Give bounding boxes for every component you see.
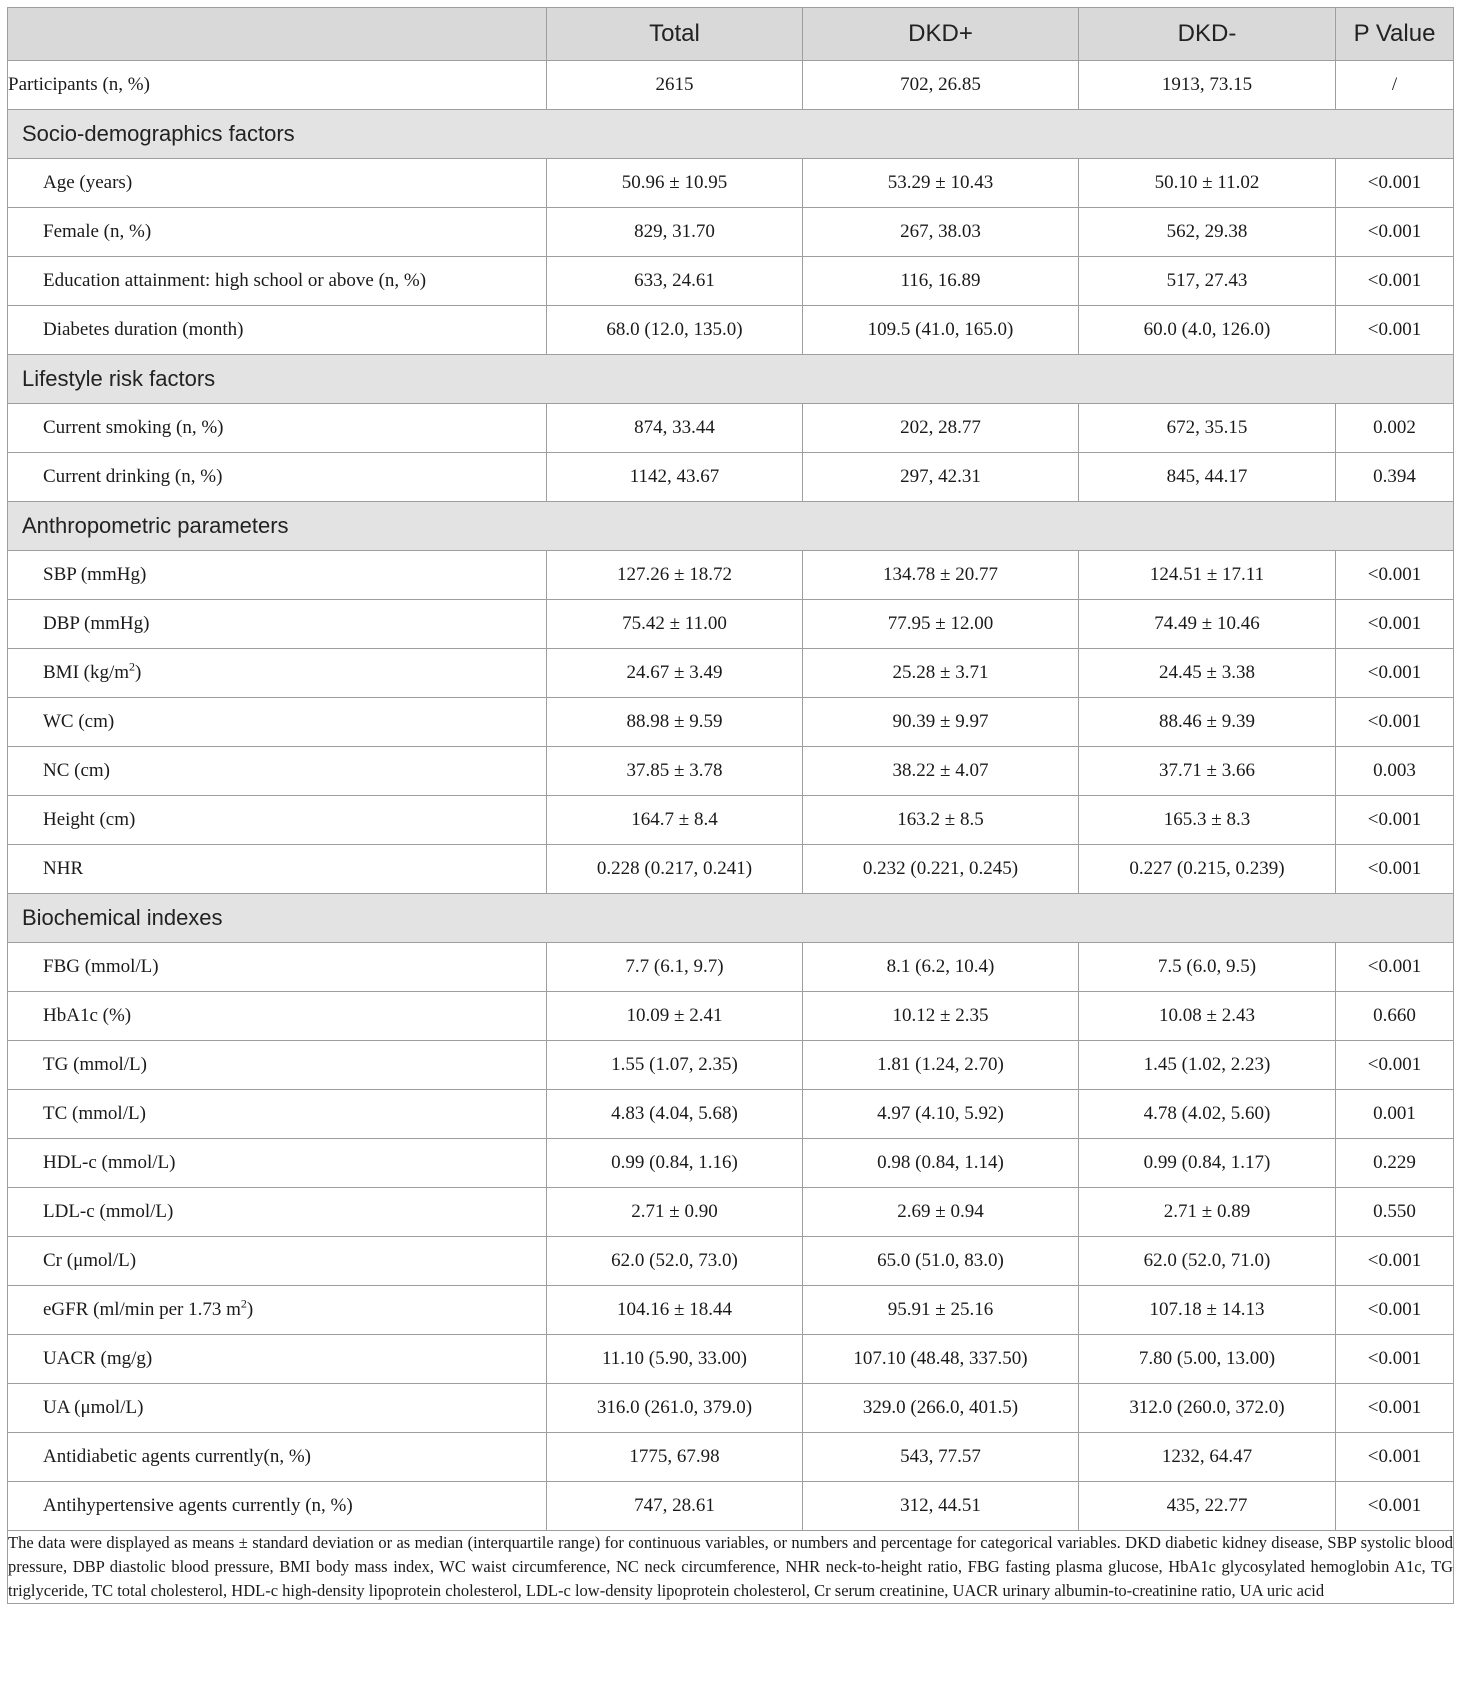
row-label [8, 1041, 547, 1090]
cell-dkd-positive: 0.232 (0.221, 0.245) [803, 845, 1079, 894]
cell-total: 62.0 (52.0, 73.0) [547, 1237, 803, 1286]
cell-total: 874, 33.44 [547, 404, 803, 453]
row-label-text: Female (n, %) [43, 221, 152, 242]
cell-p-value: 0.660 [1336, 992, 1454, 1041]
row-label-text: Age (years) [43, 172, 133, 193]
cell-dkd-positive: 297, 42.31 [803, 453, 1079, 502]
cell-p-value: <0.001 [1336, 1041, 1454, 1090]
cell-total: 316.0 (261.0, 379.0) [547, 1384, 803, 1433]
cell-dkd-negative: 37.71 ± 3.66 [1079, 747, 1336, 796]
row-label-text: Height (cm) [43, 809, 136, 830]
cell-dkd-negative: 24.45 ± 3.38 [1079, 649, 1336, 698]
row-label-text: HbA1c (%) [43, 1005, 132, 1026]
cell-p-value: <0.001 [1336, 159, 1454, 208]
table-row [8, 1188, 1454, 1237]
cell-total: 829, 31.70 [547, 208, 803, 257]
cell-total: 633, 24.61 [547, 257, 803, 306]
cell-p-value: <0.001 [1336, 208, 1454, 257]
row-label [8, 1139, 547, 1188]
cell-dkd-positive: 543, 77.57 [803, 1433, 1079, 1482]
cell-p-value: 0.229 [1336, 1139, 1454, 1188]
header-row [8, 8, 1454, 61]
table-row [8, 1433, 1454, 1482]
table-row [8, 61, 1454, 110]
cell-p-value: <0.001 [1336, 649, 1454, 698]
table-row [8, 159, 1454, 208]
table-row [8, 1482, 1454, 1531]
cell-dkd-positive: 53.29 ± 10.43 [803, 159, 1079, 208]
cell-dkd-positive: 107.10 (48.48, 337.50) [803, 1335, 1079, 1384]
table-row [8, 1041, 1454, 1090]
cell-dkd-negative: 672, 35.15 [1079, 404, 1336, 453]
row-label [8, 1090, 547, 1139]
section-label: Socio-demographics factors [8, 110, 1454, 159]
cell-p-value: <0.001 [1336, 845, 1454, 894]
cell-p-value: <0.001 [1336, 698, 1454, 747]
cell-p-value: 0.003 [1336, 747, 1454, 796]
cell-dkd-negative: 312.0 (260.0, 372.0) [1079, 1384, 1336, 1433]
row-label-text: UACR (mg/g) [43, 1348, 153, 1369]
row-label-text: NHR [43, 858, 84, 879]
cell-p-value: 0.001 [1336, 1090, 1454, 1139]
cell-dkd-positive: 116, 16.89 [803, 257, 1079, 306]
cell-p-value: <0.001 [1336, 1286, 1454, 1335]
cell-total: 75.42 ± 11.00 [547, 600, 803, 649]
cell-dkd-negative: 1913, 73.15 [1079, 61, 1336, 110]
row-label [8, 1482, 547, 1531]
cell-dkd-positive: 702, 26.85 [803, 61, 1079, 110]
row-label [8, 1237, 547, 1286]
row-label [8, 306, 547, 355]
cell-dkd-negative: 7.5 (6.0, 9.5) [1079, 943, 1336, 992]
row-label-text: Antidiabetic agents currently(n, %) [43, 1446, 312, 1467]
cell-dkd-negative: 4.78 (4.02, 5.60) [1079, 1090, 1336, 1139]
cell-dkd-positive: 134.78 ± 20.77 [803, 551, 1079, 600]
table-row [8, 1090, 1454, 1139]
cell-p-value: 0.002 [1336, 404, 1454, 453]
cell-dkd-negative: 165.3 ± 8.3 [1079, 796, 1336, 845]
row-label-suffix: ) [246, 1299, 254, 1320]
row-label [8, 208, 547, 257]
row-label-text: TG (mmol/L) [43, 1054, 147, 1075]
cell-dkd-negative: 62.0 (52.0, 71.0) [1079, 1237, 1336, 1286]
row-label [8, 551, 547, 600]
table-row [8, 747, 1454, 796]
cell-dkd-positive: 163.2 ± 8.5 [803, 796, 1079, 845]
cell-dkd-positive: 38.22 ± 4.07 [803, 747, 1079, 796]
row-label-text: Education attainment: high school or above (n, %) [43, 270, 427, 291]
cell-total: 37.85 ± 3.78 [547, 747, 803, 796]
row-label [8, 1188, 547, 1237]
cell-dkd-negative: 1232, 64.47 [1079, 1433, 1336, 1482]
cell-dkd-positive: 202, 28.77 [803, 404, 1079, 453]
cell-dkd-negative: 10.08 ± 2.43 [1079, 992, 1336, 1041]
cell-dkd-negative: 0.99 (0.84, 1.17) [1079, 1139, 1336, 1188]
table-container [7, 7, 1453, 1604]
row-label [8, 1433, 547, 1482]
cell-dkd-negative: 107.18 ± 14.13 [1079, 1286, 1336, 1335]
cell-dkd-negative: 74.49 ± 10.46 [1079, 600, 1336, 649]
cell-p-value: 0.394 [1336, 453, 1454, 502]
cell-total: 104.16 ± 18.44 [547, 1286, 803, 1335]
cell-total: 1775, 67.98 [547, 1433, 803, 1482]
cell-dkd-negative: 0.227 (0.215, 0.239) [1079, 845, 1336, 894]
row-label [8, 159, 547, 208]
table-row [8, 1335, 1454, 1384]
row-label [8, 1335, 547, 1384]
row-label-text: Current smoking (n, %) [43, 417, 224, 438]
cell-p-value: 0.550 [1336, 1188, 1454, 1237]
cell-dkd-positive: 2.69 ± 0.94 [803, 1188, 1079, 1237]
cell-total: 24.67 ± 3.49 [547, 649, 803, 698]
cell-total: 2615 [547, 61, 803, 110]
row-label [8, 796, 547, 845]
cell-dkd-positive: 109.5 (41.0, 165.0) [803, 306, 1079, 355]
cell-dkd-positive: 4.97 (4.10, 5.92) [803, 1090, 1079, 1139]
cell-total: 0.99 (0.84, 1.16) [547, 1139, 803, 1188]
cell-dkd-positive: 267, 38.03 [803, 208, 1079, 257]
row-label-text: DBP (mmHg) [43, 613, 150, 634]
table-row [8, 649, 1454, 698]
section-label: Anthropometric parameters [8, 502, 1454, 551]
row-label-text: UA (μmol/L) [43, 1397, 144, 1418]
row-label [8, 404, 547, 453]
table-body [8, 61, 1454, 1531]
row-label-superscript: 2 [240, 1296, 247, 1311]
table-row [8, 796, 1454, 845]
cell-total: 88.98 ± 9.59 [547, 698, 803, 747]
row-label-text: SBP (mmHg) [43, 564, 147, 585]
cell-dkd-positive: 0.98 (0.84, 1.14) [803, 1139, 1079, 1188]
table-row [8, 1139, 1454, 1188]
row-label-text: NC (cm) [43, 760, 111, 781]
cell-dkd-negative: 88.46 ± 9.39 [1079, 698, 1336, 747]
table-row [8, 208, 1454, 257]
cell-p-value: / [1336, 61, 1454, 110]
cell-dkd-negative: 7.80 (5.00, 13.00) [1079, 1335, 1336, 1384]
row-label-text: eGFR (ml/min per 1.73 m [43, 1299, 241, 1320]
row-label-suffix: ) [135, 662, 142, 683]
cell-total: 747, 28.61 [547, 1482, 803, 1531]
cell-dkd-positive: 90.39 ± 9.97 [803, 698, 1079, 747]
section-label: Biochemical indexes [8, 894, 1454, 943]
row-label [8, 1384, 547, 1433]
row-label [8, 992, 547, 1041]
cell-total: 68.0 (12.0, 135.0) [547, 306, 803, 355]
cell-dkd-negative: 60.0 (4.0, 126.0) [1079, 306, 1336, 355]
cell-dkd-positive: 10.12 ± 2.35 [803, 992, 1079, 1041]
section-row [8, 110, 1454, 159]
cell-p-value: <0.001 [1336, 306, 1454, 355]
table-row [8, 1237, 1454, 1286]
table-row [8, 257, 1454, 306]
cell-p-value: <0.001 [1336, 1482, 1454, 1531]
cell-p-value: <0.001 [1336, 1433, 1454, 1482]
row-label [8, 600, 547, 649]
table-row [8, 306, 1454, 355]
row-label-text: TC (mmol/L) [43, 1103, 146, 1124]
cell-p-value: <0.001 [1336, 1237, 1454, 1286]
table-footnote: The data were displayed as means ± standard deviation or as median (interquartile range) for continuous variables, or numbers and percentage for categorical variables. DKD diabetic kidney disease, SBP systolic blood pressure, DBP diastolic blood pressure, BMI body mass index, WC waist circumference, NC neck circumference, NHR neck-to-height ratio, FBG fasting plasma glucose, HbA1c glycosylated hemoglobin A1c, TG triglyceride, TC total cholesterol, HDL-c high-density lipoprotein cholesterol, LDL-c low-density lipoprotein cholesterol, Cr serum creatinine, UACR urinary albumin-to-creatinine ratio, UA uric acid [8, 1531, 1454, 1604]
cell-total: 164.7 ± 8.4 [547, 796, 803, 845]
cell-total: 11.10 (5.90, 33.00) [547, 1335, 803, 1384]
row-label-text: LDL-c (mmol/L) [43, 1201, 174, 1222]
cell-p-value: <0.001 [1336, 1384, 1454, 1433]
table-row [8, 551, 1454, 600]
row-label-text: Antihypertensive agents currently (n, %) [43, 1495, 353, 1516]
baseline-characteristics-table [7, 7, 1454, 1604]
cell-dkd-negative: 435, 22.77 [1079, 1482, 1336, 1531]
cell-dkd-positive: 65.0 (51.0, 83.0) [803, 1237, 1079, 1286]
row-label-text: Participants (n, %) [8, 74, 150, 95]
table-row [8, 992, 1454, 1041]
cell-total: 0.228 (0.217, 0.241) [547, 845, 803, 894]
row-label-text: Current drinking (n, %) [43, 466, 223, 487]
header-p-value: P Value [1336, 8, 1454, 61]
cell-dkd-negative: 517, 27.43 [1079, 257, 1336, 306]
cell-dkd-negative: 1.45 (1.02, 2.23) [1079, 1041, 1336, 1090]
cell-p-value: <0.001 [1336, 257, 1454, 306]
cell-p-value: <0.001 [1336, 1335, 1454, 1384]
row-label [8, 61, 547, 110]
cell-total: 50.96 ± 10.95 [547, 159, 803, 208]
section-row [8, 502, 1454, 551]
cell-p-value: <0.001 [1336, 943, 1454, 992]
cell-total: 2.71 ± 0.90 [547, 1188, 803, 1237]
cell-total: 7.7 (6.1, 9.7) [547, 943, 803, 992]
section-row [8, 355, 1454, 404]
cell-dkd-positive: 8.1 (6.2, 10.4) [803, 943, 1079, 992]
cell-dkd-negative: 2.71 ± 0.89 [1079, 1188, 1336, 1237]
table-row [8, 1384, 1454, 1433]
row-label-text: FBG (mmol/L) [43, 956, 159, 977]
row-label-text: HDL-c (mmol/L) [43, 1152, 176, 1173]
table-row [8, 453, 1454, 502]
cell-dkd-positive: 329.0 (266.0, 401.5) [803, 1384, 1079, 1433]
cell-total: 4.83 (4.04, 5.68) [547, 1090, 803, 1139]
cell-total: 1142, 43.67 [547, 453, 803, 502]
cell-total: 127.26 ± 18.72 [547, 551, 803, 600]
cell-dkd-negative: 50.10 ± 11.02 [1079, 159, 1336, 208]
row-label [8, 747, 547, 796]
cell-total: 1.55 (1.07, 2.35) [547, 1041, 803, 1090]
cell-dkd-positive: 312, 44.51 [803, 1482, 1079, 1531]
row-label [8, 453, 547, 502]
header-total: Total [547, 8, 803, 61]
cell-p-value: <0.001 [1336, 600, 1454, 649]
row-label-text: BMI (kg/m [43, 662, 130, 683]
table-row [8, 943, 1454, 992]
row-label [8, 1286, 547, 1335]
header-dkd-positive: DKD+ [803, 8, 1079, 61]
table-row [8, 404, 1454, 453]
row-label [8, 649, 547, 698]
section-row [8, 894, 1454, 943]
cell-dkd-negative: 562, 29.38 [1079, 208, 1336, 257]
row-label-text: Diabetes duration (month) [43, 319, 244, 340]
row-label [8, 257, 547, 306]
table-row [8, 845, 1454, 894]
header-variable [8, 8, 547, 61]
table-row [8, 1286, 1454, 1335]
row-label-superscript: 2 [129, 659, 136, 674]
cell-dkd-negative: 845, 44.17 [1079, 453, 1336, 502]
cell-total: 10.09 ± 2.41 [547, 992, 803, 1041]
cell-dkd-positive: 1.81 (1.24, 2.70) [803, 1041, 1079, 1090]
row-label [8, 698, 547, 747]
row-label [8, 943, 547, 992]
row-label-text: WC (cm) [43, 711, 115, 732]
cell-p-value: <0.001 [1336, 796, 1454, 845]
table-row [8, 698, 1454, 747]
table-row [8, 600, 1454, 649]
cell-dkd-negative: 124.51 ± 17.11 [1079, 551, 1336, 600]
cell-dkd-positive: 77.95 ± 12.00 [803, 600, 1079, 649]
cell-p-value: <0.001 [1336, 551, 1454, 600]
section-label: Lifestyle risk factors [8, 355, 1454, 404]
footnote-row [8, 1531, 1454, 1604]
row-label [8, 845, 547, 894]
header-dkd-negative: DKD- [1079, 8, 1336, 61]
cell-dkd-positive: 95.91 ± 25.16 [803, 1286, 1079, 1335]
cell-dkd-positive: 25.28 ± 3.71 [803, 649, 1079, 698]
row-label-text: Cr (μmol/L) [43, 1250, 137, 1271]
